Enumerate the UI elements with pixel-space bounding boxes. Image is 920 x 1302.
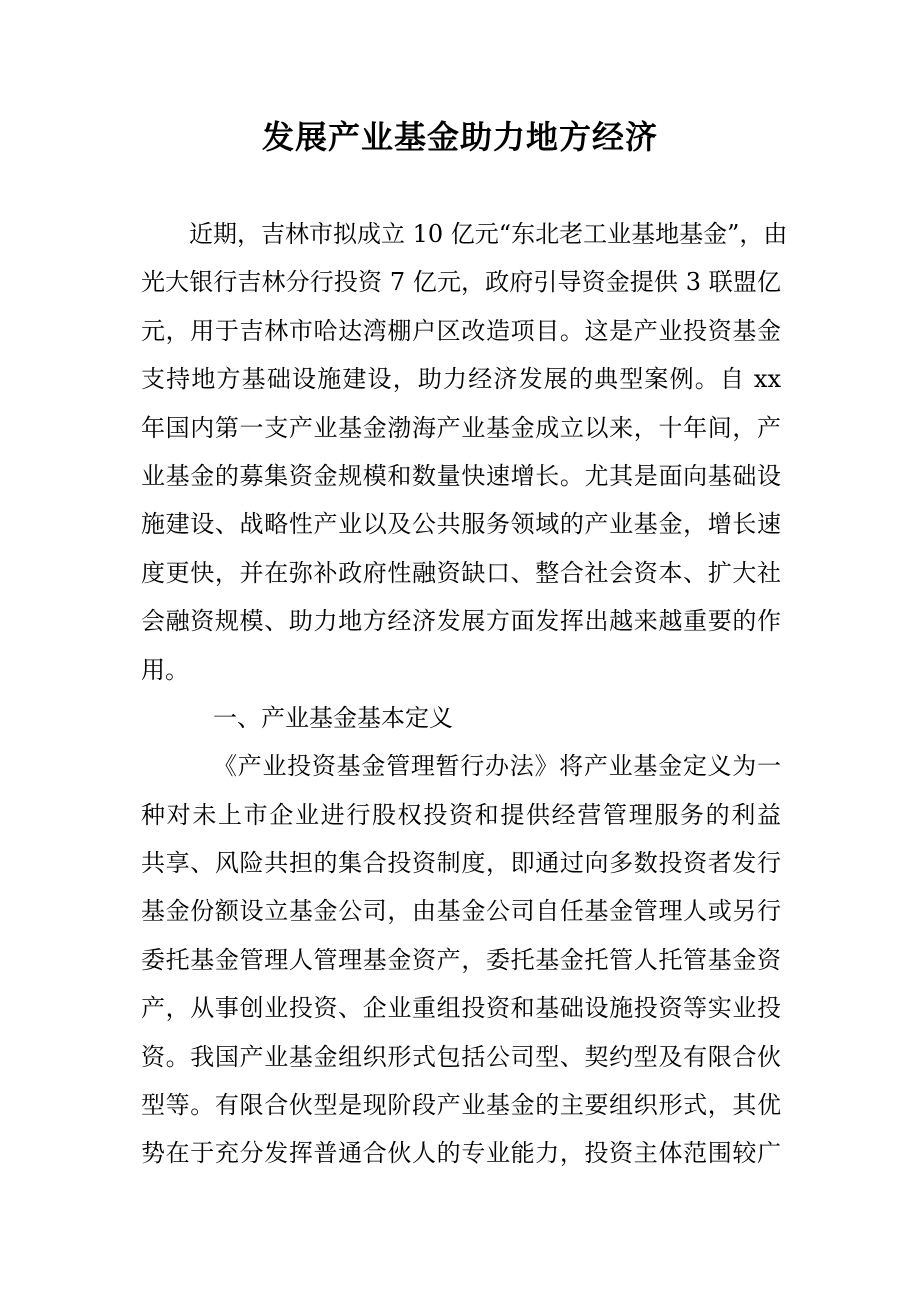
- paragraph-1-line-5: 年国内第一支产业基金渤海产业基金成立以来，十年间，产: [141, 413, 781, 442]
- paragraph-1-line-9: 会融资规模、助力地方经济发展方面发挥出越来越重要的作: [141, 607, 781, 636]
- paragraph-2-line-5: 委托基金管理人管理基金资产，委托基金托管人托管基金资: [141, 945, 781, 974]
- paragraph-2-line-2: 种对未上市企业进行股权投资和提供经营管理服务的利益: [141, 800, 781, 829]
- paragraph-2-line-8: 型等。有限合伙型是现阶段产业基金的主要组织形式，其优: [141, 1091, 781, 1120]
- paragraph-1-line-4: 支持地方基础设施建设，助力经济发展的典型案例。自 xx: [141, 365, 781, 394]
- section-heading-1: 一、产业基金基本定义: [213, 703, 453, 732]
- paragraph-2-line-9: 势在于充分发挥普通合伙人的专业能力，投资主体范围较广: [141, 1139, 781, 1168]
- paragraph-1-line-10: 用。: [141, 655, 189, 684]
- paragraph-1-line-8: 度更快，并在弥补政府性融资缺口、整合社会资本、扩大社: [141, 558, 781, 587]
- document-body: [141, 210, 788, 1178]
- document-title: 发展产业基金助力地方经济: [261, 118, 658, 156]
- paragraph-1-line-2: 光大银行吉林分行投资 7 亿元，政府引导资金提供 3 联盟亿: [141, 268, 781, 297]
- paragraph-2-line-3: 共享、风险共担的集合投资制度，即通过向多数投资者发行: [141, 849, 781, 878]
- paragraph-2-line-6: 产，从事创业投资、企业重组投资和基础设施投资等实业投: [141, 994, 781, 1023]
- paragraph-1-line-7: 施建设、战略性产业以及公共服务领域的产业基金，增长速: [141, 510, 781, 539]
- paragraph-1-line-1: 近期，吉林市拟成立 10 亿元“东北老工业基地基金”，由: [189, 220, 788, 248]
- paragraph-1-line-6: 业基金的募集资金规模和数量快速增长。尤其是面向基础设: [141, 461, 781, 490]
- paragraph-2-line-4: 基金份额设立基金公司，由基金公司自任基金管理人或另行: [141, 897, 781, 926]
- paragraph-2-line-1: 《产业投资基金管理暂行办法》将产业基金定义为一: [213, 752, 781, 781]
- paragraph-1-line-3: 元，用于吉林市哈达湾棚户区改造项目。这是产业投资基金: [141, 316, 781, 345]
- paragraph-2-line-7: 资。我国产业基金组织形式包括公司型、契约型及有限合伙: [141, 1042, 781, 1071]
